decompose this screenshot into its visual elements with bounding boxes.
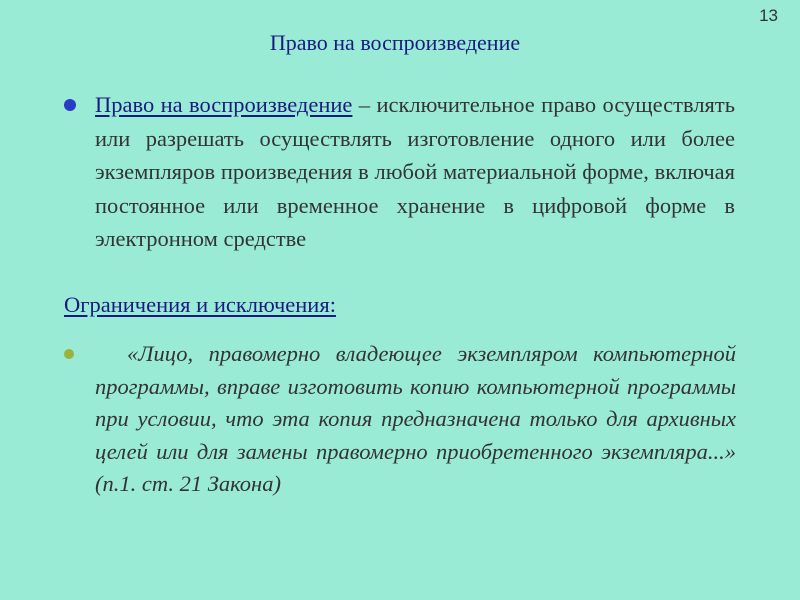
bullet-dot-icon	[64, 349, 74, 359]
definition-text: – исключительное право осуществлять или разрешать осуществлять изготовление одного или более экземпляров произведения в любой материальной форме, включая постоянное или временное хранение в цифровой форме в электронном средстве	[95, 92, 735, 251]
slide-number: 13	[759, 6, 778, 25]
limitations-heading: Ограничения и исключения:	[64, 292, 336, 317]
definition-paragraph	[95, 88, 735, 256]
law-quote: «Лицо, правомерно владеющее экземпляром компьютерной программы, вправе изготовить копию компьютерной программы при условии, что эта копия предназначена только для архивных целей или для замены правомерно приобретенного экземпляра...» (п.1. ст. 21 Закона)	[95, 341, 736, 497]
bullet-dot-icon	[64, 99, 76, 111]
slide-title: Право на воспроизведение	[269, 30, 521, 55]
definition-term: Право на воспроизведение	[95, 92, 353, 117]
